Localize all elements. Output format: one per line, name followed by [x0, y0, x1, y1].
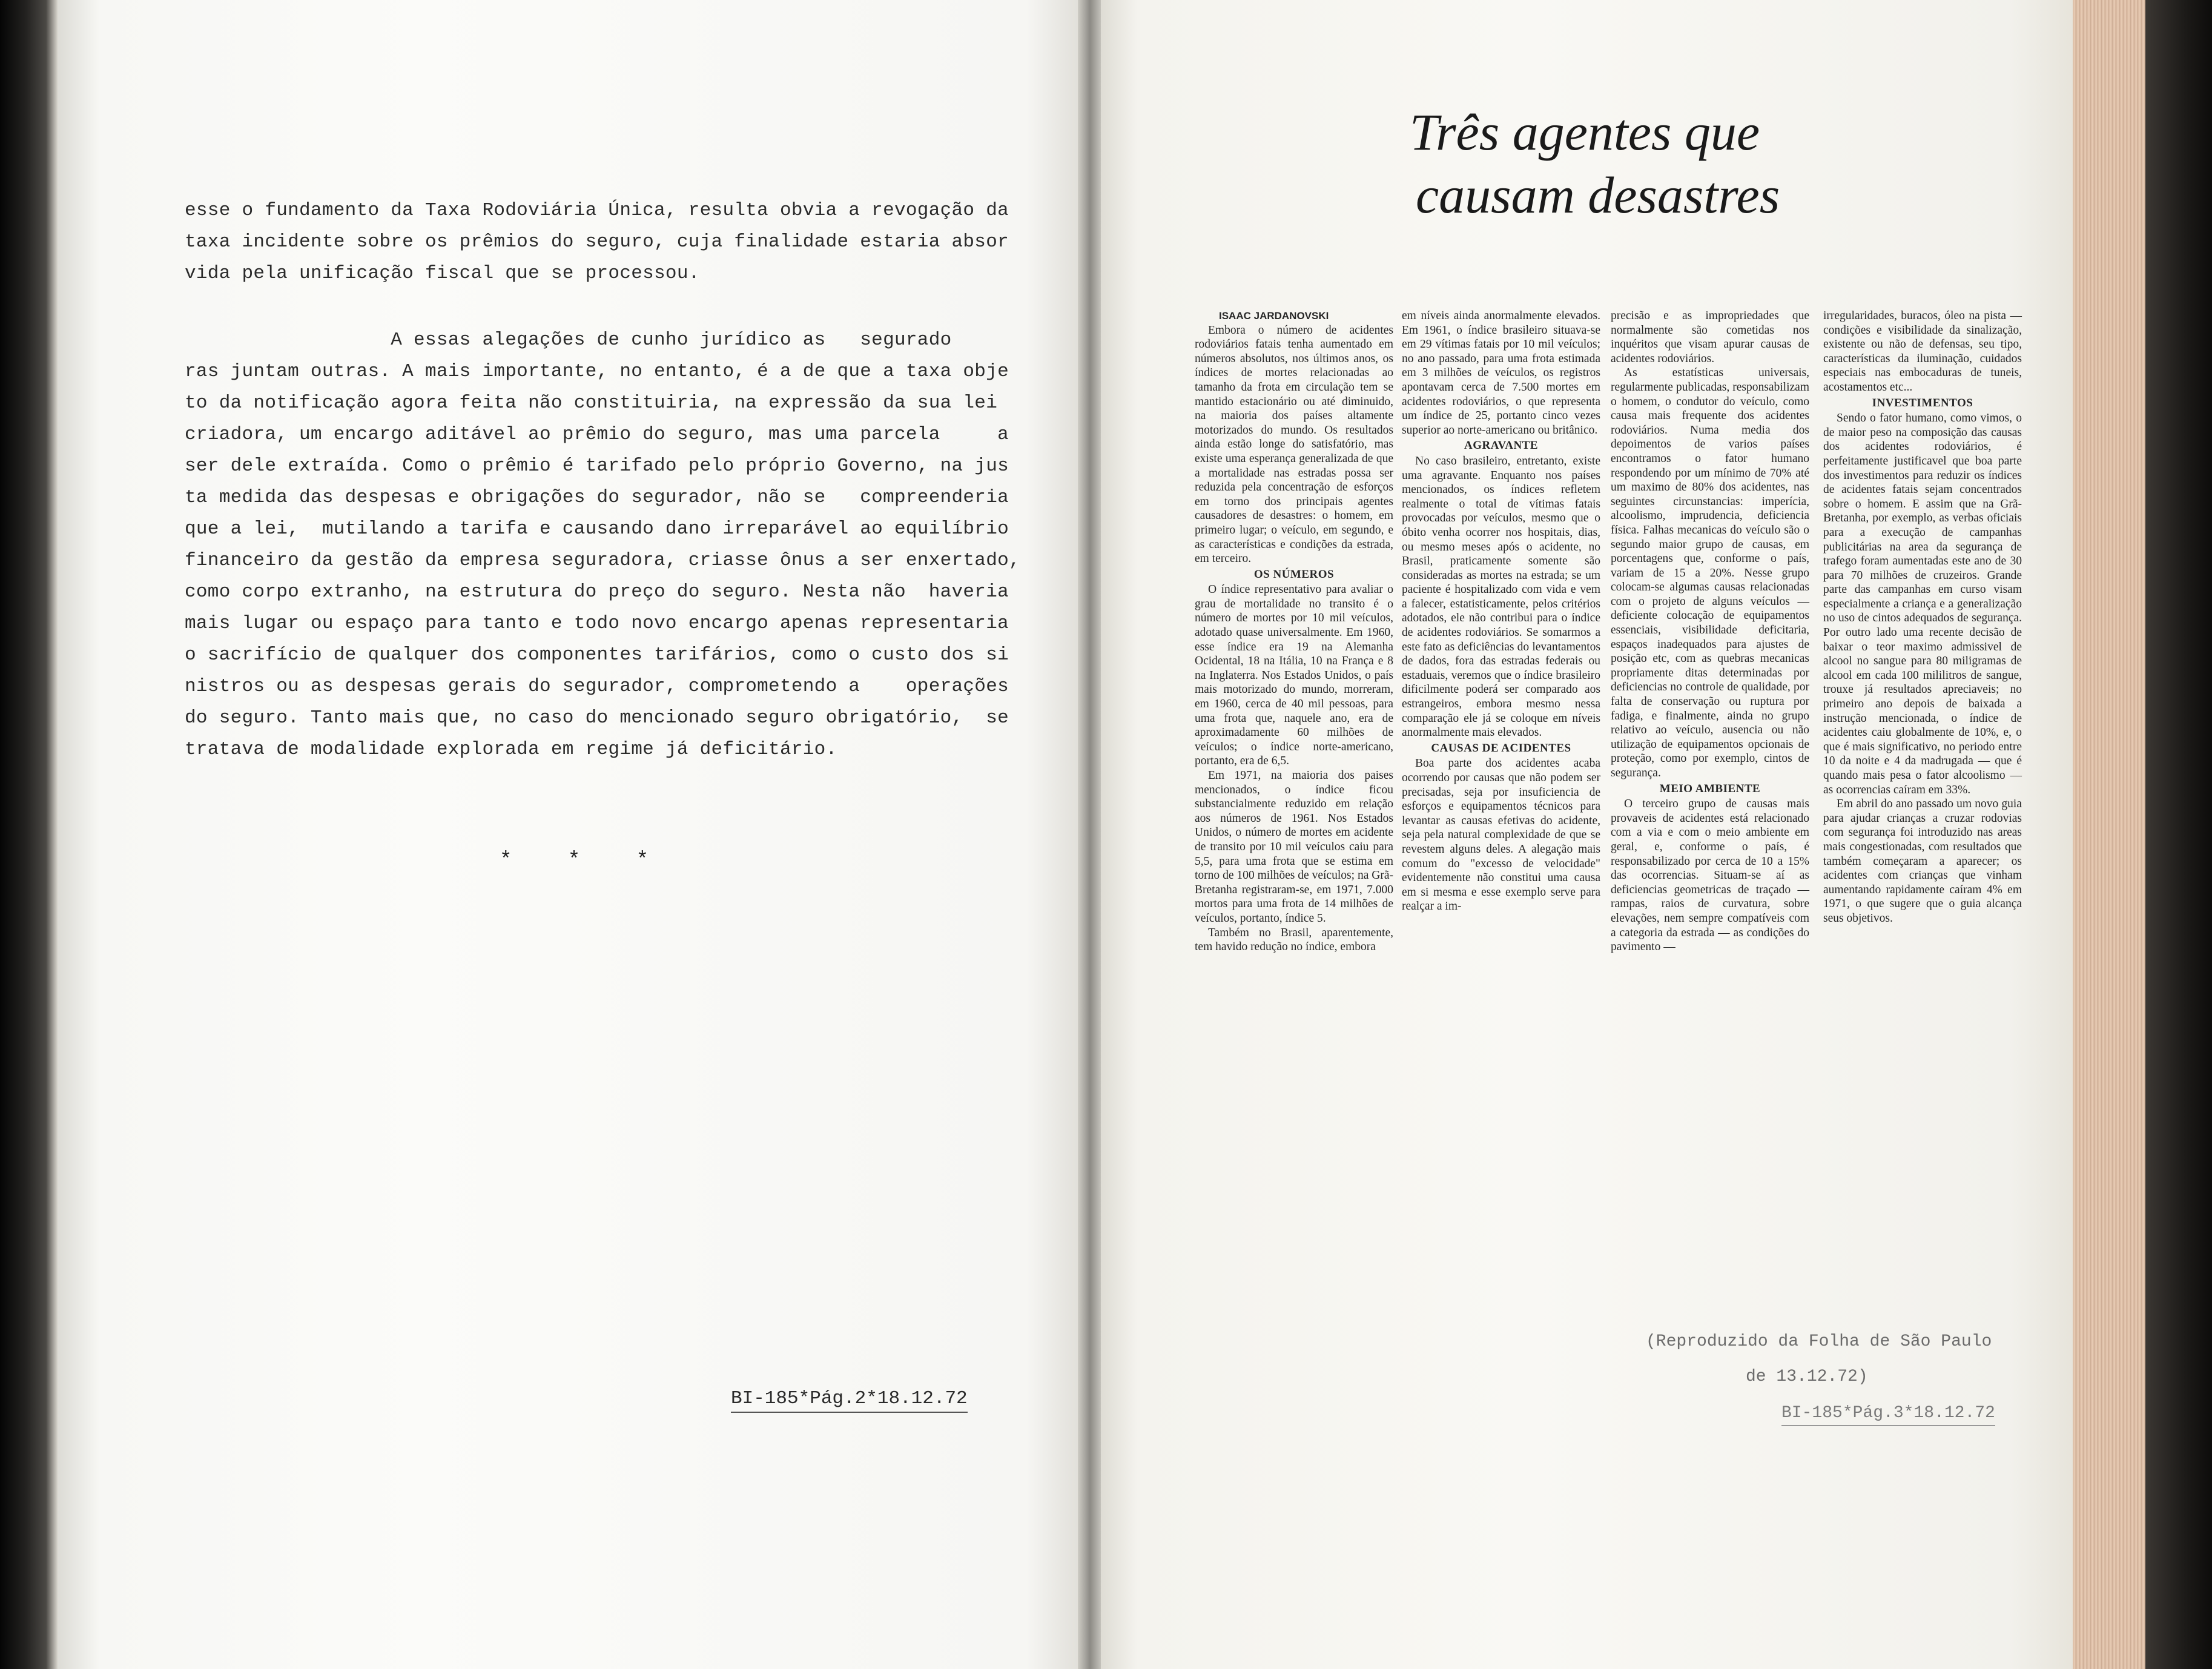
source-credit-line-1: (Reproduzido da Folha de São Paulo: [1646, 1332, 1992, 1351]
text-line: mais lugar ou espaço para tanto e todo novo encargo apenas representaria: [185, 613, 1009, 634]
text-line: financeiro da gestão da empresa seguradora, criasse ônus a ser enxertado,: [185, 550, 1020, 571]
text-line: taxa incidente sobre os prêmios do seguro, cuja finalidade estaria absor: [185, 231, 1009, 253]
article-column-1: [1195, 309, 1393, 954]
section-heading: AGRAVANTE: [1464, 439, 1539, 452]
page-footer-reference: BI-185*Pág.3*18.12.72: [1781, 1404, 1995, 1426]
section-heading: OS NÚMEROS: [1253, 567, 1335, 581]
page-footer-reference: BI-185*Pág.2*18.12.72: [731, 1388, 968, 1413]
left-page: [58, 0, 1087, 1669]
text-line: do seguro. Tanto mais que, no caso do mencionado seguro obrigatório, se: [185, 707, 1009, 729]
article-column-4: [1823, 309, 2022, 926]
left-paragraph-1: [185, 195, 1009, 289]
source-credit-line-2: de 13.12.72): [1746, 1367, 1868, 1386]
headline-line-1: Três agentes que: [1410, 103, 1760, 161]
section-separator-stars: * * *: [500, 849, 671, 872]
text-line: esse o fundamento da Taxa Rodoviária Única, resulta obvia a revogação da: [185, 200, 1009, 221]
section-heading: CAUSAS DE ACIDENTES: [1431, 741, 1571, 755]
text-line: vida pela unificação fiscal que se processou.: [185, 263, 700, 284]
section-heading: INVESTIMENTOS: [1872, 396, 1973, 409]
article-paragraph: Em 1971, na maioria dos paises mencionados, o índice ficou substancialmente reduzido em relação aos números de 1961. Nos Estados Unidos, o número de mortes em acidente de transito por 10 mil veículos caiu para 5,5, para uma frota que se estima em torno de 100 milhões de veículos; na Grã-Bretanha registraram-se, em 1971, 7.000 mortos para uma frota de 14 milhões de veículos, portanto, índice 5.: [1195, 769, 1393, 925]
text-line: nistros ou as despesas gerais do segurador, comprometendo a operações: [185, 676, 1009, 697]
text-line: ras juntam outras. A mais importante, no entanto, é a de que a taxa obje: [185, 361, 1009, 382]
article-column-2: [1402, 309, 1600, 914]
article-paragraph: Embora o número de acidentes rodoviários fatais tenha aumentado em números absolutos, nos últimos anos, os índices de mortes relacionadas ao tamanho da frota em circulação tem se mantido estacionário ou até diminuido, na maioria dos países altamente motorizados do mundo. Os resultados ainda estão longe do satisfatório, mas existe uma esperança generalizada de que a mortalidade nas estradas possa ser reduzida pela concentração de esforços em torno dos principais agentes causadores de desastres: o homem, em primeiro lugar; o veículo, em segundo, e as características e condições da estrada, em terceiro.: [1195, 323, 1393, 566]
article-paragraph: Sendo o fator humano, como vimos, o de maior peso na composição das causas dos acidentes rodoviários, é perfeitamente justificavel que boa parte dos investimentos para reduzir os índices de acidentes fatais sejam concentrados sobre o homem. E assim que na Grã-Bretanha, por exemplo, as verbas oficiais para a execução de campanhas publicitárias na area da segurança de trafego foram aumentadas este ano de 30 para 70 milhões de cruzeiros. Grande parte das campanhas em curso visam especialmente a criança e a generalização no uso de cintos adequados de segurança. Por outro lado uma recente decisão de baixar o teor maximo admissivel de alcool no sangue para 80 miligramas de alcool em cada 100 mililitros de sangue, trouxe já resultados apreciaveis; no primeiro ano depois de baixada a instrução mencionada, o índice de acidentes caiu globalmente de 10%, e, o que é mais significativo, no periodo entre 10 da noite e 4 da madrugada — que é quando mais pesa o fator alcoolismo — as ocorrencias caíram em 33%.: [1823, 412, 2022, 796]
article-paragraph: irregularidades, buracos, óleo na pista — condições e visibilidade da sinalização, existente ou não de defensas, seu tipo, características da iluminação, cuidados especiais nas embocaduras de tuneis, acostamentos etc...: [1823, 309, 2022, 394]
article-paragraph: Boa parte dos acidentes acaba ocorrendo por causas que não podem ser precisadas, seja por insuficiencia de esforços e equipamentos técnicos para levantar as causas efetivas do acidente, seja pela natural complexidade de que se revestem alguns deles. A alegação mais comum do "excesso de velocidade" evidentemente não constitui uma causa em si mesma e esse exemplo serve para realçar a im-: [1402, 757, 1600, 913]
text-line: que a lei, mutilando a tarifa e causando dano irreparável ao equilíbrio: [185, 518, 1009, 540]
book-binding-left: [0, 0, 58, 1669]
article-paragraph: O terceiro grupo de causas mais provaveis de acidentes está relacionado com a via e com o meio ambiente em geral, e, conforme o país, é responsabilizado por cerca de 10 a 15% das ocorrencias. Situam-se aí as deficiencias geometricas de traçado — rampas, raios de curvatura, sobre elevações, nem sempre compatíveis com a categoria da estrada — as condições do pavimento —: [1611, 798, 1809, 954]
text-line: A essas alegações de cunho jurídico as segurado: [185, 329, 952, 351]
text-line: ser dele extraída. Como o prêmio é tarifado pelo próprio Governo, na jus: [185, 455, 1009, 477]
text-line: to da notificação agora feita não constituiria, na expressão da sua lei: [185, 392, 998, 414]
article-paragraph: O índice representativo para avaliar o grau de mortalidade no transito é o número de mortes por 10 mil veículos, adotado quase universalmente. Em 1960, esse índice era 19 na Alemanha Ocidental, 18 na Itália, 10 na França e 8 na Inglaterra. Nos Estados Unidos, o país mais motorizado do mundo, morreram, em 1960, cerca de 40 mil pessoas, para uma frota que, naquele ano, era de aproximadamente 60 milhões de veículos; o índice norte-americano, portanto, era de 6,5.: [1195, 583, 1393, 768]
section-heading: MEIO AMBIENTE: [1659, 782, 1761, 795]
text-line: criadora, um encargo aditável ao prêmio do seguro, mas uma parcela a: [185, 424, 1009, 445]
text-line: como corpo extranho, na estrutura do preço do seguro. Nesta não haveria: [185, 581, 1009, 603]
article-paragraph: Em abril do ano passado um novo guia para ajudar crianças a cruzar rodovias com segurança foi introduzido nas areas mais congestionadas, com resultados que também começaram a aparecer; os acidentes com crianças que vinham aumentando rapidamente caíram 4% em 1971, o que sugere que o guia alcança seus objetivos.: [1823, 798, 2022, 925]
article-paragraph: precisão e as impropriedades que normalmente são cometidas nos inquéritos que visam apurar causas de acidentes rodoviários.: [1611, 309, 1809, 365]
book-cover-right: [2145, 0, 2212, 1669]
left-paragraph-2: [185, 325, 1020, 765]
text-line: o sacrifício de qualquer dos componentes tarifários, como o custo dos si: [185, 644, 1009, 666]
book-page-edges-right: [2073, 0, 2212, 1669]
byline: ISAAC JARDANOVSKI: [1219, 310, 1329, 322]
article-column-3: [1611, 309, 1809, 954]
article-paragraph: As estatísticas universais, regularmente publicadas, responsabilizam o homem, o condutor do veículo, como causa mais frequente dos acidentes rodoviários. Numa media dos depoimentos de varios países encontramos o fator humano respondendo por um mínimo de 70% até um maximo de 80% dos acidentes, nas seguintes circunstancias: imperícia, alcoolismo, imprudencia, deficiencia física. Falhas mecanicas do veículo são o segundo maior grupo de causas, em porcentagens que, conforme o país, variam de 15 a 20%. Nesse grupo colocam-se algumas causas relacionadas com o projeto de alguns veículos — deficiente colocação de equipamentos essenciais, visibilidade deficitaria, espaços inadequados para ajustes de posição etc, com as quebras mecanicas propriamente ditas determinadas por deficiencias no controle de qualidade, por falta de conservação ou ruptura por fadiga, e finalmente, ainda no grupo relativo ao veículo, ausencia ou não utilização de equipamentos opcionais de proteção, como por exemplo, cintos de segurança.: [1611, 366, 1809, 779]
article-paragraph: Também no Brasil, aparentemente, tem havido redução no índice, embora: [1195, 926, 1393, 954]
article-paragraph: No caso brasileiro, entretanto, existe uma agravante. Enquanto nos países mencionados, os índices refletem realmente o total de vítimas fatais provocadas por veículos, mesmo que o óbito venha ocorrer nos hospitais, dias, ou mesmo meses após o acidente, no Brasil, praticamente somente são consideradas as mortes na estrada; se um paciente é hospitalizado com vida e vem a falecer, estatisticamente, pelos critérios adotados, ele não contribui para o índice de acidentes rodoviários. Se somarmos a este fato as deficiências do levantamentos de dados, fora das estradas federais ou estaduais, veremos que o índice brasileiro dificilmente poderá ser comparado aos estrangeiros, embora mesmo nessa comparação ele já se coloque em níveis anormalmente mais elevados.: [1402, 454, 1600, 739]
text-line: ta medida das despesas e obrigações do segurador, não se compreenderia: [185, 487, 1009, 508]
headline-line-2: causam desastres: [1416, 166, 1780, 224]
book-gutter: [1078, 0, 1102, 1669]
text-line: tratava de modalidade explorada em regime já deficitário.: [185, 739, 837, 760]
article-paragraph: em níveis ainda anormalmente elevados. Em 1961, o índice brasileiro situava-se em 29 vítimas fatais por 10 mil veículos; no ano passado, para uma frota estimada em 3 milhões de veículos, os registros apontavam cerca de 7.500 mortes em acidentes rodoviários, o que representa um índice de 25, portanto cinco vezes superior ao norte-americano ou britânico.: [1402, 309, 1600, 437]
